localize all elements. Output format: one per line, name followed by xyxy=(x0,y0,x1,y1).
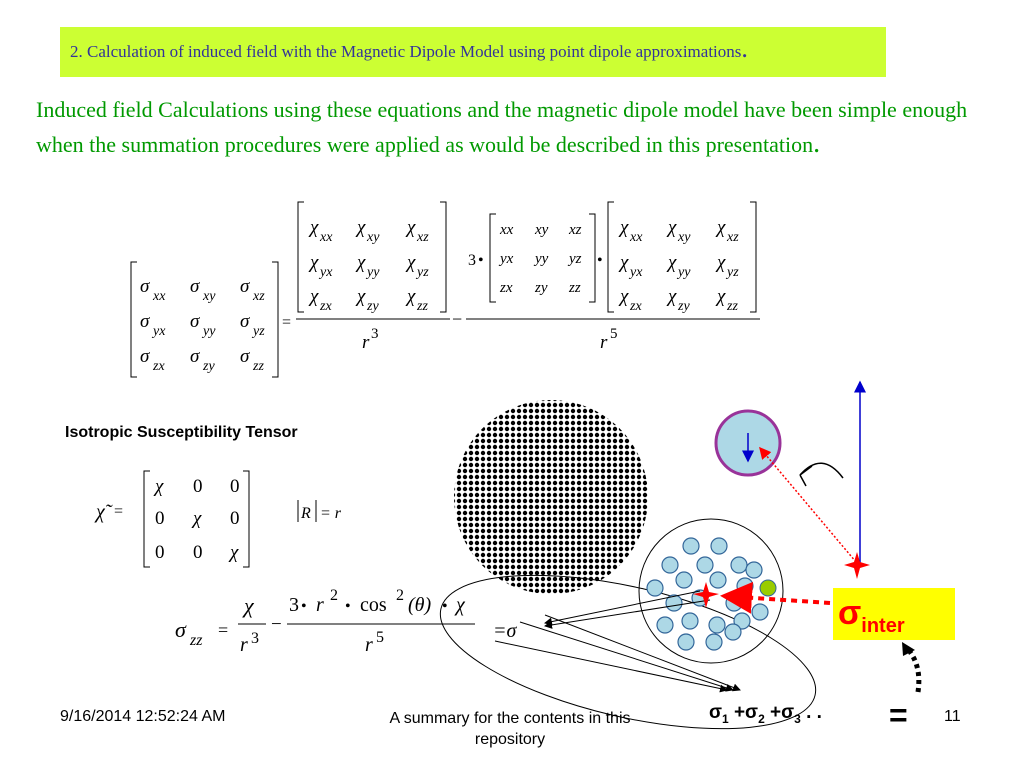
szz-dot: • xyxy=(442,598,448,615)
sum-term: +σ xyxy=(728,702,759,723)
tensor-chi-tilde: χ̃ xyxy=(96,501,105,523)
small-sphere xyxy=(657,617,673,633)
chi1-sub: zz xyxy=(417,299,428,314)
chi2-chi: χ xyxy=(620,286,629,307)
sigma-inter-label xyxy=(838,596,905,643)
szz-chi: χ xyxy=(244,593,254,618)
szz-eq-sigma: =σ xyxy=(493,620,517,642)
small-sphere xyxy=(678,634,694,650)
chi2-bracket-right xyxy=(750,202,756,312)
r-entry: zy xyxy=(535,280,548,296)
footer-date: 9/16/2014 12:52:24 AM xyxy=(60,708,226,725)
lhs-sigma: σ xyxy=(190,346,200,367)
szz-r: r xyxy=(240,634,248,656)
chi2-sub: yy xyxy=(678,265,691,280)
chi2-chi: χ xyxy=(668,286,677,307)
chi2-chi: χ xyxy=(668,252,677,273)
small-sphere xyxy=(710,572,726,588)
slide-title-period: . xyxy=(741,34,748,63)
r-entry: yz xyxy=(569,251,582,267)
chi2-sub: xy xyxy=(678,230,691,245)
chi1-chi: χ xyxy=(357,217,366,238)
lhs-sub: yy xyxy=(203,324,216,339)
chi1-bracket-right xyxy=(440,202,446,312)
tensor-entry: 0 xyxy=(230,508,240,529)
small-sphere xyxy=(697,557,713,573)
arrow-to-sum xyxy=(495,641,727,690)
chi1-sub: yz xyxy=(417,265,429,280)
small-sphere xyxy=(711,538,727,554)
r-vector: R⃗ xyxy=(301,505,324,522)
szz-dot: • xyxy=(345,598,351,615)
szz-sigma: σ xyxy=(175,617,186,642)
denominator-r: r xyxy=(600,332,608,353)
small-sphere xyxy=(706,634,722,650)
lhs-sigma: σ xyxy=(240,276,250,297)
chi1-bracket-left xyxy=(298,202,304,312)
szz-exp5: 5 xyxy=(376,629,384,646)
dipole-dotted-line xyxy=(760,448,856,562)
szz-exp: 3 xyxy=(251,630,259,647)
tensor-entry: 0 xyxy=(155,542,165,563)
lhs-sub: xx xyxy=(153,289,166,304)
chi1-chi: χ xyxy=(310,252,319,273)
r-bracket-left xyxy=(490,214,496,302)
lhs-sub: zz xyxy=(253,359,264,374)
lhs-sub: xz xyxy=(253,289,265,304)
szz-theta: (θ) xyxy=(408,594,432,616)
tensor-entry: 0 xyxy=(230,476,240,497)
lhs-sub: xy xyxy=(203,289,216,304)
small-sphere xyxy=(647,580,663,596)
chi1-sub: yx xyxy=(320,265,333,280)
lhs-sub: zx xyxy=(153,359,165,374)
r-entry: xx xyxy=(500,222,514,238)
small-sphere xyxy=(731,557,747,573)
small-sphere xyxy=(683,538,699,554)
chi1-sub: zy xyxy=(367,299,379,314)
chi1-chi: χ xyxy=(407,286,416,307)
chi2-sub: xx xyxy=(630,230,643,245)
lhs-bracket-right xyxy=(272,262,278,377)
page-number: 11 xyxy=(944,708,961,725)
small-sphere xyxy=(682,613,698,629)
equals-sign: = xyxy=(282,314,292,331)
chi2-bracket-left xyxy=(608,202,614,312)
lhs-bracket-left xyxy=(131,262,137,377)
chi1-sub: zx xyxy=(320,299,332,314)
r-magnitude: = r xyxy=(320,505,342,522)
green-sphere xyxy=(760,580,776,596)
sigma-summation xyxy=(709,702,822,726)
chi2-sub: xz xyxy=(727,230,739,245)
chi1-chi: χ xyxy=(357,252,366,273)
chi1-sub: yy xyxy=(367,265,380,280)
minus-sign: − xyxy=(452,309,463,329)
szz-sub: zz xyxy=(190,632,203,649)
chi1-sub: xx xyxy=(320,230,333,245)
lhs-sigma: σ xyxy=(240,311,250,332)
tensor-bracket-left xyxy=(144,471,150,567)
tensor-entry: χ xyxy=(155,476,164,497)
chi2-sub: yx xyxy=(630,265,643,280)
szz-minus: − xyxy=(271,614,282,635)
small-sphere xyxy=(737,578,753,594)
denominator-exp: 3 xyxy=(371,326,379,342)
r-entry: xy xyxy=(535,222,549,238)
chi1-chi: χ xyxy=(407,217,416,238)
r-entry: zx xyxy=(500,280,513,296)
dot-operator: • xyxy=(478,252,484,269)
chi2-chi: χ xyxy=(620,252,629,273)
szz-cos: cos xyxy=(360,594,387,616)
sum-equals-sign: = xyxy=(889,697,908,733)
szz-exp2: 2 xyxy=(330,587,338,604)
chi2-chi: χ xyxy=(717,217,726,238)
chi1-sub: xy xyxy=(367,230,380,245)
denominator-r: r xyxy=(362,332,370,353)
slide-title-text: 2. Calculation of induced field with the Magnetic Dipole Model using point dipole approximations xyxy=(70,42,742,61)
sum-sub: 2 xyxy=(758,711,765,726)
axis-star xyxy=(844,552,870,579)
lhs-sub: zy xyxy=(203,359,215,374)
footer-caption: A summary for the contents in this repository xyxy=(389,710,631,748)
chi2-sub: zx xyxy=(630,299,642,314)
lhs-sigma: σ xyxy=(140,346,150,367)
chi2-sub: zz xyxy=(727,299,738,314)
chi2-chi: χ xyxy=(620,217,629,238)
lhs-sigma: σ xyxy=(240,346,250,367)
tensor-entry: 0 xyxy=(193,476,203,497)
chi1-chi: χ xyxy=(310,217,319,238)
intro-text: Induced field Calculations using these equations and the magnetic dipole model have been simple enough when the summation procedures were applied as would be described in this presentation xyxy=(36,97,968,157)
szz-equals: = xyxy=(218,620,229,640)
r-entry: yy xyxy=(535,251,549,267)
r-bracket-right xyxy=(589,214,595,302)
lhs-sigma: σ xyxy=(140,276,150,297)
chi2-sub: zy xyxy=(678,299,690,314)
chi2-sub: yz xyxy=(727,265,739,280)
tensor-entry: χ xyxy=(193,508,202,529)
tensor-entry: 0 xyxy=(193,542,203,563)
chi2-chi: χ xyxy=(717,252,726,273)
small-sphere xyxy=(676,572,692,588)
tensor-bracket-right xyxy=(243,471,249,567)
tensor-entry: 0 xyxy=(155,508,165,529)
sum-dotted-arrow xyxy=(907,648,919,692)
hatched-sphere xyxy=(454,400,648,594)
chi2-chi: χ xyxy=(668,217,677,238)
isotropic-tensor-label: Isotropic Susceptibility Tensor xyxy=(65,424,298,441)
sum-dots: . . xyxy=(800,702,822,723)
chi1-chi: χ xyxy=(357,286,366,307)
szz-r-num: r xyxy=(316,594,324,616)
tensor-equals: = xyxy=(114,503,124,520)
sigma-inter-subscript: inter xyxy=(861,614,905,637)
denominator-exp: 5 xyxy=(610,326,618,342)
sum-sub: 1 xyxy=(722,711,729,726)
sigma-inter-symbol: σ xyxy=(838,594,862,632)
lhs-sigma: σ xyxy=(190,276,200,297)
small-sphere xyxy=(709,617,725,633)
sum-sub: 3 xyxy=(794,711,801,726)
factor-three: 3 xyxy=(468,252,476,269)
sum-term: +σ xyxy=(764,702,795,723)
chi1-sub: xz xyxy=(417,230,429,245)
lhs-sub: yx xyxy=(153,324,166,339)
chi1-chi: χ xyxy=(310,286,319,307)
r-entry: zz xyxy=(569,280,581,296)
dot-operator: • xyxy=(597,252,603,269)
tensor-entry: χ xyxy=(230,542,239,563)
small-sphere xyxy=(725,624,741,640)
szz-r-den: r xyxy=(365,634,373,656)
chi2-chi: χ xyxy=(717,286,726,307)
small-sphere xyxy=(662,557,678,573)
small-sphere xyxy=(746,562,762,578)
lhs-sub: yz xyxy=(253,324,265,339)
lhs-sigma: σ xyxy=(140,311,150,332)
small-sphere xyxy=(752,604,768,620)
r-entry: yx xyxy=(500,251,514,267)
szz-exp2: 2 xyxy=(396,587,404,604)
sum-term: σ xyxy=(709,702,722,723)
intro-period: . xyxy=(813,128,821,159)
szz-three: 3 xyxy=(289,594,299,616)
szz-chi: χ xyxy=(456,594,465,616)
szz-dot: • xyxy=(301,598,307,615)
r-entry: xz xyxy=(569,222,582,238)
arrow-to-sum xyxy=(520,622,733,690)
chi1-chi: χ xyxy=(407,252,416,273)
lhs-sigma: σ xyxy=(190,311,200,332)
